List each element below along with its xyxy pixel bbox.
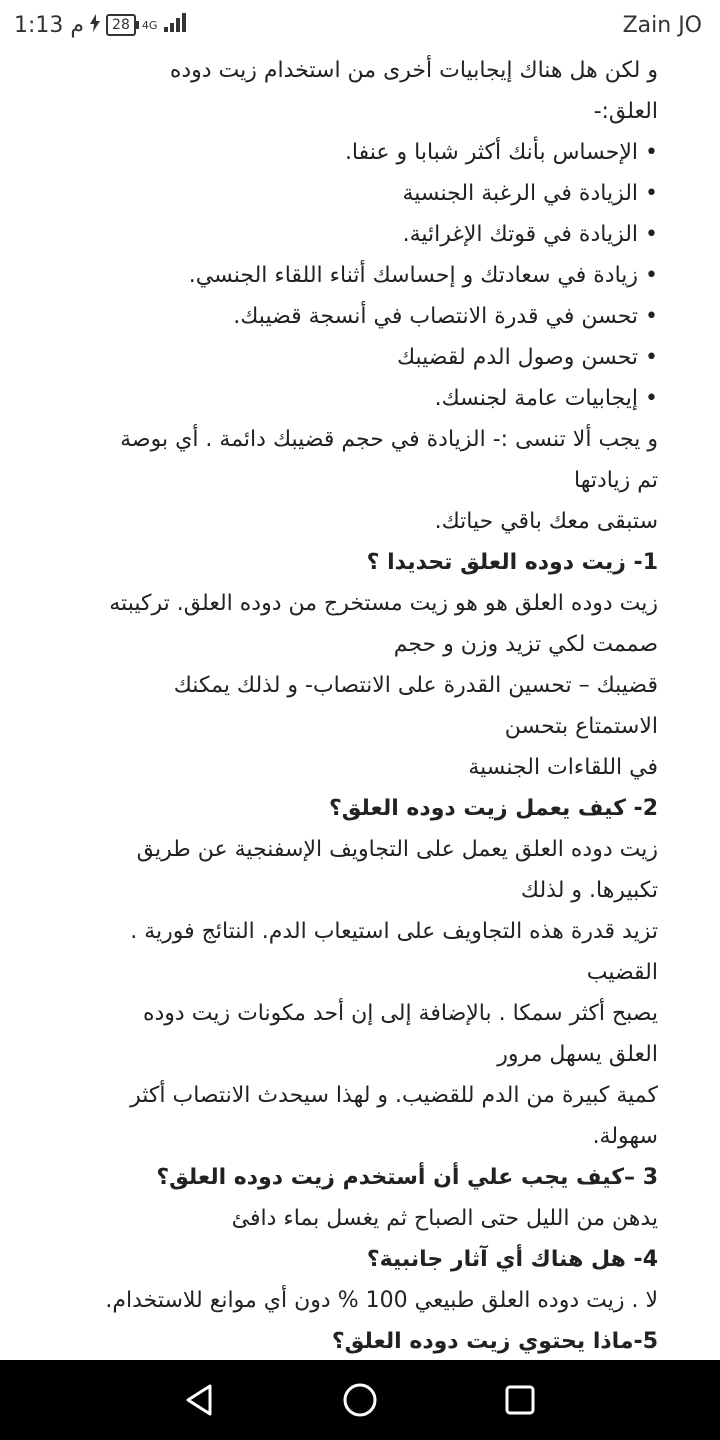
- article-line: تزيد قدرة هذه التجاويف على استيعاب الدم. النتائج فورية .: [130, 919, 658, 944]
- recents-square-icon: [500, 1380, 540, 1420]
- article-line: • الزيادة في الرغبة الجنسية: [402, 181, 658, 206]
- article-line: 4- هل هناك أي آثار جانبية؟: [366, 1247, 658, 1272]
- article-line: 2- كيف يعمل زيت دوده العلق؟: [328, 796, 658, 821]
- article-line: العلق:-: [593, 99, 658, 124]
- network-type: 4G: [141, 18, 158, 32]
- article-line: • الإحساس بأنك أكثر شبابا و عنفا.: [344, 140, 658, 165]
- home-circle-icon: [340, 1380, 380, 1420]
- article-line: • تحسن في قدرة الانتصاب في أنسجة قضيبك.: [233, 304, 658, 329]
- navigation-bar: [0, 1360, 720, 1440]
- battery-level: 28: [112, 17, 130, 33]
- battery-icon: [106, 14, 136, 36]
- article-line: 5-ماذا يحتوي زيت دوده العلق؟: [331, 1329, 658, 1354]
- article-line: الاستمتاع بتحسن: [504, 714, 658, 739]
- article-content[interactable]: [0, 50, 720, 1360]
- article-line: لا . زيت دوده العلق طبيعي 100 % دون أي موانع للاستخدام.: [105, 1288, 658, 1313]
- back-button[interactable]: [180, 1380, 220, 1420]
- article-line: 1- زيت دوده العلق تحديدا ؟: [366, 550, 658, 575]
- article-line: تم زيادتها: [574, 468, 658, 493]
- status-left: [14, 10, 189, 40]
- article-line: كمية كبيرة من الدم للقضيب. و لهذا سيحدث الانتصاب أكثر: [130, 1083, 658, 1108]
- article-line: • إيجابيات عامة لجنسك.: [434, 386, 658, 411]
- status-bar: [0, 0, 720, 50]
- charging-icon: [90, 13, 100, 38]
- article-line: و لكن هل هناك إيجابيات أخرى من استخدام زيت دوده: [169, 58, 658, 83]
- carrier-name: Zain JO: [622, 12, 702, 38]
- article-line: • الزيادة في قوتك الإغرائية.: [402, 222, 658, 247]
- article-line: زيت دوده العلق يعمل على التجاويف الإسفنجية عن طريق: [136, 837, 658, 862]
- article-line: يدهن من الليل حتى الصباح ثم يغسل بماء دافئ: [231, 1206, 658, 1231]
- article-line: زيت دوده العلق هو هو زيت مستخرج من دوده العلق. تركيبته: [109, 591, 658, 616]
- article-line: يصبح أكثر سمكا . بالإضافة إلى إن أحد مكونات زيت دوده: [142, 1001, 658, 1026]
- status-time: 1:13 م: [14, 12, 85, 38]
- article-line: قضيبك – تحسين القدرة على الانتصاب- و لذلك يمكنك: [173, 673, 658, 698]
- article-line: سهولة.: [592, 1124, 658, 1149]
- article-line: 3 –كيف يجب علي أن أستخدم زيت دوده العلق؟: [156, 1165, 658, 1190]
- article-line: ستبقى معك باقي حياتك.: [434, 509, 658, 534]
- article-line: تكبيرها. و لذلك: [520, 878, 658, 903]
- article-line: القضيب: [586, 960, 658, 985]
- recents-button[interactable]: [500, 1380, 540, 1420]
- article-line: العلق يسهل مرور: [497, 1042, 658, 1067]
- home-button[interactable]: [340, 1380, 380, 1420]
- signal-icon: [163, 12, 189, 38]
- article-lines: [0, 50, 720, 1403]
- article-line: • زيادة في سعادتك و إحساسك أثناء اللقاء الجنسي.: [188, 263, 658, 288]
- back-triangle-icon: [180, 1380, 220, 1420]
- article-line: و يجب ألا تنسى :- الزيادة في حجم قضيبك دائمة . أي بوصة: [120, 427, 658, 452]
- article-line: في اللقاءات الجنسية: [468, 755, 658, 780]
- article-line: • تحسن وصول الدم لقضيبك: [396, 345, 658, 370]
- article-line: صممت لكي تزيد وزن و حجم: [393, 632, 658, 657]
